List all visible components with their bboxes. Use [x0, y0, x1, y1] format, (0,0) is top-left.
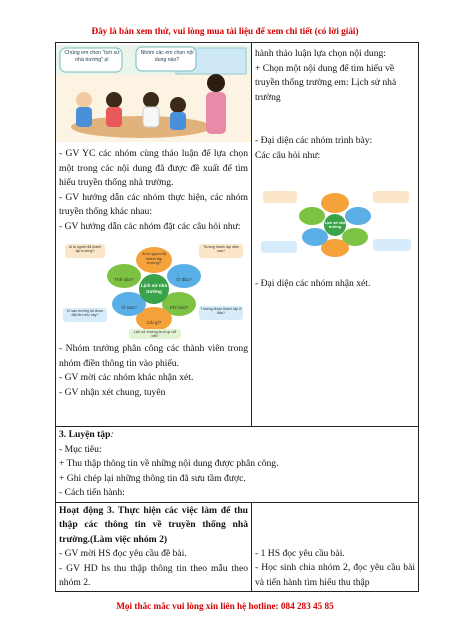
activity-teacher-step-1: - GV mời HS đọc yêu cầu đề bài.	[59, 548, 187, 559]
practice-line: - Cách tiến hành:	[59, 487, 125, 498]
diagram-petal-label: Cái gì?	[146, 320, 162, 325]
speech-bubble-left: Chúng em chọn "lịch sử nhà trường" ạ!	[64, 50, 120, 63]
diagram-note: Trường thành lập năm nào?	[203, 245, 239, 254]
lesson-table	[55, 42, 419, 592]
diagram-petal-label: Ai là người đã thành lập trường?	[142, 252, 166, 265]
diagram-petal-label: Ở đâu?	[176, 277, 192, 282]
diagram-note: Ai là người đã thành lập trường?	[68, 245, 102, 254]
teacher-step-6: - GV nhận xét chung, tuyên	[59, 386, 166, 398]
diagram-center-label: Lịch sử nhà trường	[140, 283, 168, 294]
flower-diagram-small	[255, 183, 415, 265]
student-step-5: - Đại diện các nhóm nhận xét.	[255, 278, 371, 289]
activity-title: Hoạt động 3. Thực hiện các việc làm để thu thập các thông tin về truyền thống nhà trường.(Làm việc nhóm 2)	[59, 504, 248, 545]
diagram-petal-label: Vì sao?	[121, 305, 137, 310]
activity-student-step-1: - 1 HS đọc yêu cầu bài.	[255, 547, 345, 559]
teacher-step-1: - GV YC các nhóm cùng thảo luận để lựa chọn một trong các nội dung đã được đề xuất để tìm hiểu truyền thống nhà trường.	[59, 148, 248, 188]
activity-teacher-column	[56, 502, 252, 591]
diagram-center-label: Lịch sử nhà trường	[324, 221, 346, 230]
practice-title-colon: :	[110, 429, 114, 440]
diagram-petal-label: Khi nào?	[169, 305, 189, 310]
diagram-note: Lịch sử trường ta có gì nổi bật?	[133, 330, 177, 339]
activity-teacher-step-2: - GV HD hs thu thập thông tin theo mẫu theo nhóm 2.	[59, 562, 248, 588]
teacher-step-4: - Nhóm trưởng phân công các thành viên trong nhóm điền thông tin vào phiếu.	[59, 343, 248, 369]
practice-line: + Ghi chép lại những thông tin đã sưu tầm được.	[59, 472, 246, 484]
practice-section	[56, 427, 419, 503]
practice-line: + Thu thập thông tin về những nội dung được phân công.	[59, 458, 279, 469]
student-step-2: + Chọn một nội dung để tìm hiểu về truyền thống trường em: Lịch sử nhà trường	[255, 62, 397, 103]
practice-line: - Mục tiêu:	[59, 443, 102, 455]
classroom-illustration	[56, 45, 251, 142]
diagram-note: Vì sao trường lại được đặt tên như vậy?	[66, 309, 104, 318]
teacher-step-5: - GV mời các nhóm khác nhận xét.	[59, 372, 194, 383]
diagram-petal-label: Thế nào?	[114, 277, 134, 282]
practice-title: 3. Luyện tập	[59, 429, 111, 440]
student-step-3: - Đại diện các nhóm trình bày:	[255, 135, 373, 146]
activity-student-step-2: - Học sinh chia nhóm 2, đọc yêu cầu bài và tiến hành tìm hiểu thu thập	[255, 562, 415, 588]
teacher-step-2: - GV hướng dẫn các nhóm thực hiện, các nhóm truyền thống khác nhau:	[59, 191, 248, 217]
teacher-step-3: - GV hướng dẫn các nhóm đặt các câu hỏi như:	[59, 220, 241, 232]
footer-notice: Mọi thắc mắc vui lòng xin liên hệ hotline: 084 283 45 85	[116, 601, 334, 611]
student-column	[252, 43, 419, 427]
table-row	[56, 43, 419, 427]
table-row	[56, 502, 419, 591]
flower-diagram-large	[59, 234, 248, 342]
speech-bubble-right: Nhóm các em chọn nội dung nào?	[140, 50, 194, 63]
table-row	[56, 427, 419, 503]
teacher-column	[56, 43, 252, 427]
student-step-4: Các câu hỏi như:	[255, 149, 321, 161]
activity-student-column	[252, 502, 419, 591]
header-notice: Đây là bản xem thử, vui lòng mua tài liệu để xem chi tiết (có lời giải)	[91, 26, 359, 36]
student-step-1: hành thảo luận lựa chọn nội dung:	[255, 48, 386, 59]
diagram-note: Trường được thành lập ở đâu?	[200, 307, 242, 316]
